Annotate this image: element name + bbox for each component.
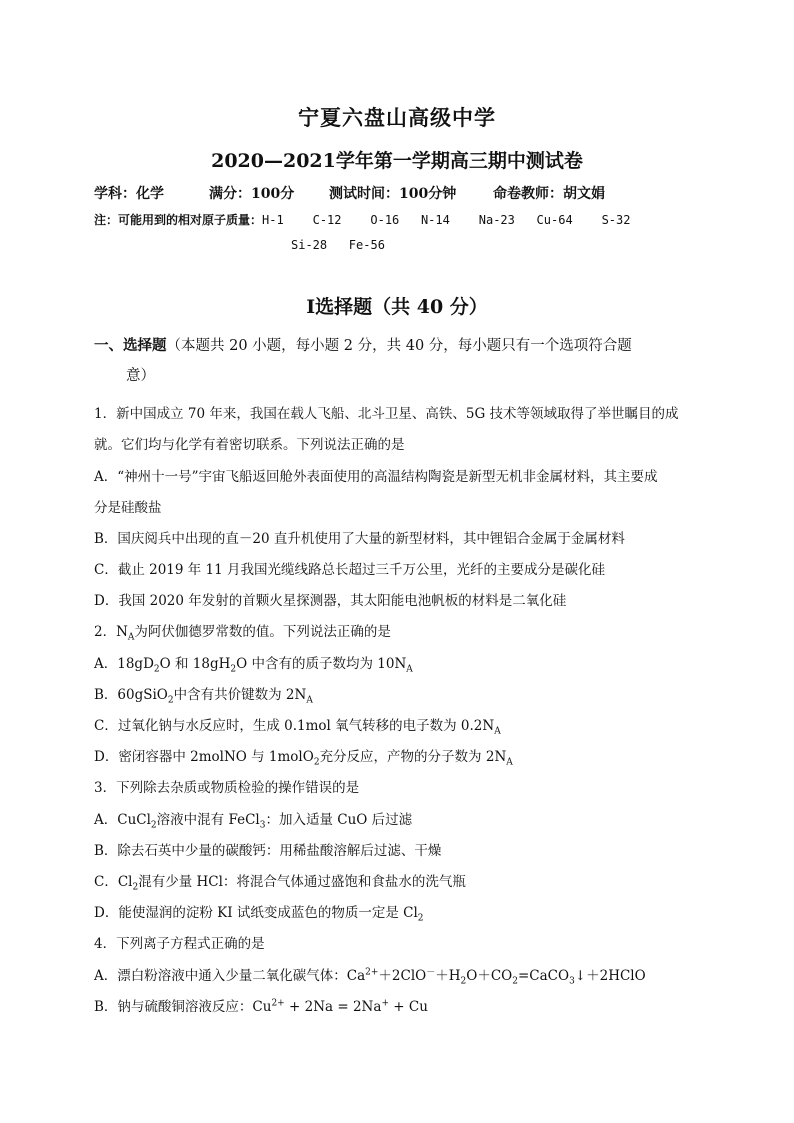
sup-minus: － (426, 967, 436, 978)
q4-a-m2: ＋H (435, 968, 461, 984)
sub-a: A (127, 632, 135, 643)
q2-b-mid: 中含有共价键数为 2N (173, 687, 307, 703)
q2-stem (94, 620, 704, 643)
q4-a-m3: O＋CO (466, 968, 513, 984)
sub-a: A (306, 695, 313, 706)
q1-stem-line2: 就。它们均与化学有着密切联系。下列说法正确的是 (94, 437, 405, 453)
q4-stem: 4．下列离子方程式正确的是 (94, 936, 265, 952)
instruction-cont: 意） (126, 368, 155, 384)
exam-time: 测试时间：100分钟 (329, 186, 457, 202)
q1-option-c: C．截止 2019 年 11 月我国光缆线路总长超过三千万公里，光纤的主要成分是碳化硅 (94, 562, 606, 578)
masses-line-1: H-1 C-12 O-16 N-14 Na-23 Cu-64 S-32 (262, 213, 631, 227)
q1-option-d: D．我国 2020 年发射的首颗火星探测器，其太阳能电池帆板的材料是二氧化硅 (94, 593, 567, 609)
sub-a: A (506, 757, 513, 768)
q3-c-end: 混有少量 HCl：将混合气体通过盛饱和食盐水的洗气瓶 (138, 874, 466, 890)
q3-option-a (94, 808, 704, 831)
section-title: Ⅰ选择题（共 40 分） (306, 296, 488, 318)
q2-option-c (94, 714, 704, 737)
q2-d-mid: 充分反应，产物的分子数为 2N (319, 749, 507, 765)
teacher: 命卷教师：胡文娟 (493, 186, 605, 202)
q4-b-mid: + 2Na = 2Na (284, 999, 382, 1015)
q2-a-pre: A．18gD (94, 656, 154, 672)
q4-a-m1: ＋2ClO (378, 968, 427, 984)
sub-2: 2 (150, 820, 157, 831)
q3-d-pre: D．能使湿润的淀粉 KI 试纸变成蓝色的物质一定是 Cl (94, 905, 418, 921)
q2-option-b (94, 683, 704, 706)
q4-option-b (94, 995, 704, 1015)
q3-a-end: ：加入适量 CuO 后过滤 (265, 812, 413, 828)
subject: 学科：化学 (94, 186, 164, 202)
q1-option-b: B．国庆阅兵中出现的直－20 直升机使用了大量的新型材料，其中锂铝合金属于金属材料 (94, 531, 625, 547)
q2-d-pre: D．密闭容器中 2molNO 与 1molO (94, 749, 314, 765)
sub-2: 2 (230, 664, 237, 675)
exam-title: 2020—2021学年第一学期高三期中测试卷 (211, 150, 583, 172)
masses-line-2: Si-28 Fe-56 (291, 238, 385, 252)
q3-c-pre: C．Cl (94, 874, 133, 890)
note-label: 注：可能用到的相对原子质量： (94, 213, 263, 227)
q2-number: 2． (94, 624, 117, 640)
q1-option-a-line2: 分是硅酸盐 (94, 500, 162, 516)
q4-a-end: ↓＋2HClO (574, 968, 646, 984)
q1-stem-line1: 1．新中国成立 70 年来，我国在载人飞船、北斗卫星、高铁、5G 技术等领域取得了举世瞩目的成 (94, 406, 679, 422)
q4-a-pre: A．漂白粉溶液中通入少量二氧化碳气体：Ca (94, 968, 366, 984)
sub-3: 3 (259, 820, 266, 831)
q2-na: N (116, 624, 128, 640)
section-instruction (94, 331, 704, 391)
sub-2: 2 (153, 664, 160, 675)
sub-a: A (406, 664, 413, 675)
q3-option-d (94, 901, 704, 924)
part-label: 一、选择题 (94, 337, 167, 354)
q2-b-pre: B．60gSiO (94, 687, 168, 703)
sub-2: 2 (512, 976, 518, 987)
full-score: 满分：100分 (209, 186, 295, 202)
atomic-mass-note (94, 211, 630, 228)
q4-b-pre: B．钠与硫酸铜溶液反应：Cu (94, 999, 272, 1015)
q2-c-text: C．过氧化钠与水反应时，生成 0.1mol 氧气转移的电子数为 0.2N (94, 718, 495, 734)
sub-a: A (494, 726, 501, 737)
sub-2: 2 (417, 913, 424, 924)
q4-b-end: + Cu (388, 999, 428, 1015)
sub-2: 2 (167, 695, 174, 706)
q3-option-c (94, 870, 704, 893)
sub-3: 3 (569, 976, 575, 987)
q2-option-a (94, 652, 704, 675)
q2-a-end: O 中含有的质子数均为 10N (236, 656, 407, 672)
instruction-text: （本题共 20 小题，每小题 2 分，共 40 分，每小题只有一个选项符合题 (166, 338, 632, 354)
q2-stem-text: 为阿伏伽德罗常数的值。下列说法正确的是 (134, 624, 391, 640)
q3-a-pre: A．CuCl (94, 812, 151, 828)
q2-option-d (94, 745, 704, 768)
sub-2: 2 (313, 757, 320, 768)
school-title: 宁夏六盘山高级中学 (298, 105, 496, 130)
q3-stem: 3．下列除去杂质或物质检验的操作错误的是 (94, 780, 360, 796)
sup-2plus: 2+ (365, 967, 379, 978)
q1-option-a-line1: A．“神州十一号”宇宙飞船返回舱外表面使用的高温结构陶瓷是新型无机非金属材料，其主要成 (94, 469, 658, 485)
sub-2: 2 (132, 882, 139, 893)
sup-plus: + (381, 998, 389, 1009)
q4-option-a (94, 964, 704, 987)
exam-meta (94, 183, 605, 203)
q3-option-b: B．除去石英中少量的碳酸钙：用稀盐酸溶解后过滤、干燥 (94, 843, 442, 859)
q3-a-mid: 溶液中混有 FeCl (156, 812, 260, 828)
q4-a-m4: =CaCO (517, 968, 570, 984)
sub-2: 2 (460, 976, 467, 987)
sup-2plus: 2+ (271, 998, 285, 1009)
q2-a-mid: O 和 18gH (159, 656, 231, 672)
